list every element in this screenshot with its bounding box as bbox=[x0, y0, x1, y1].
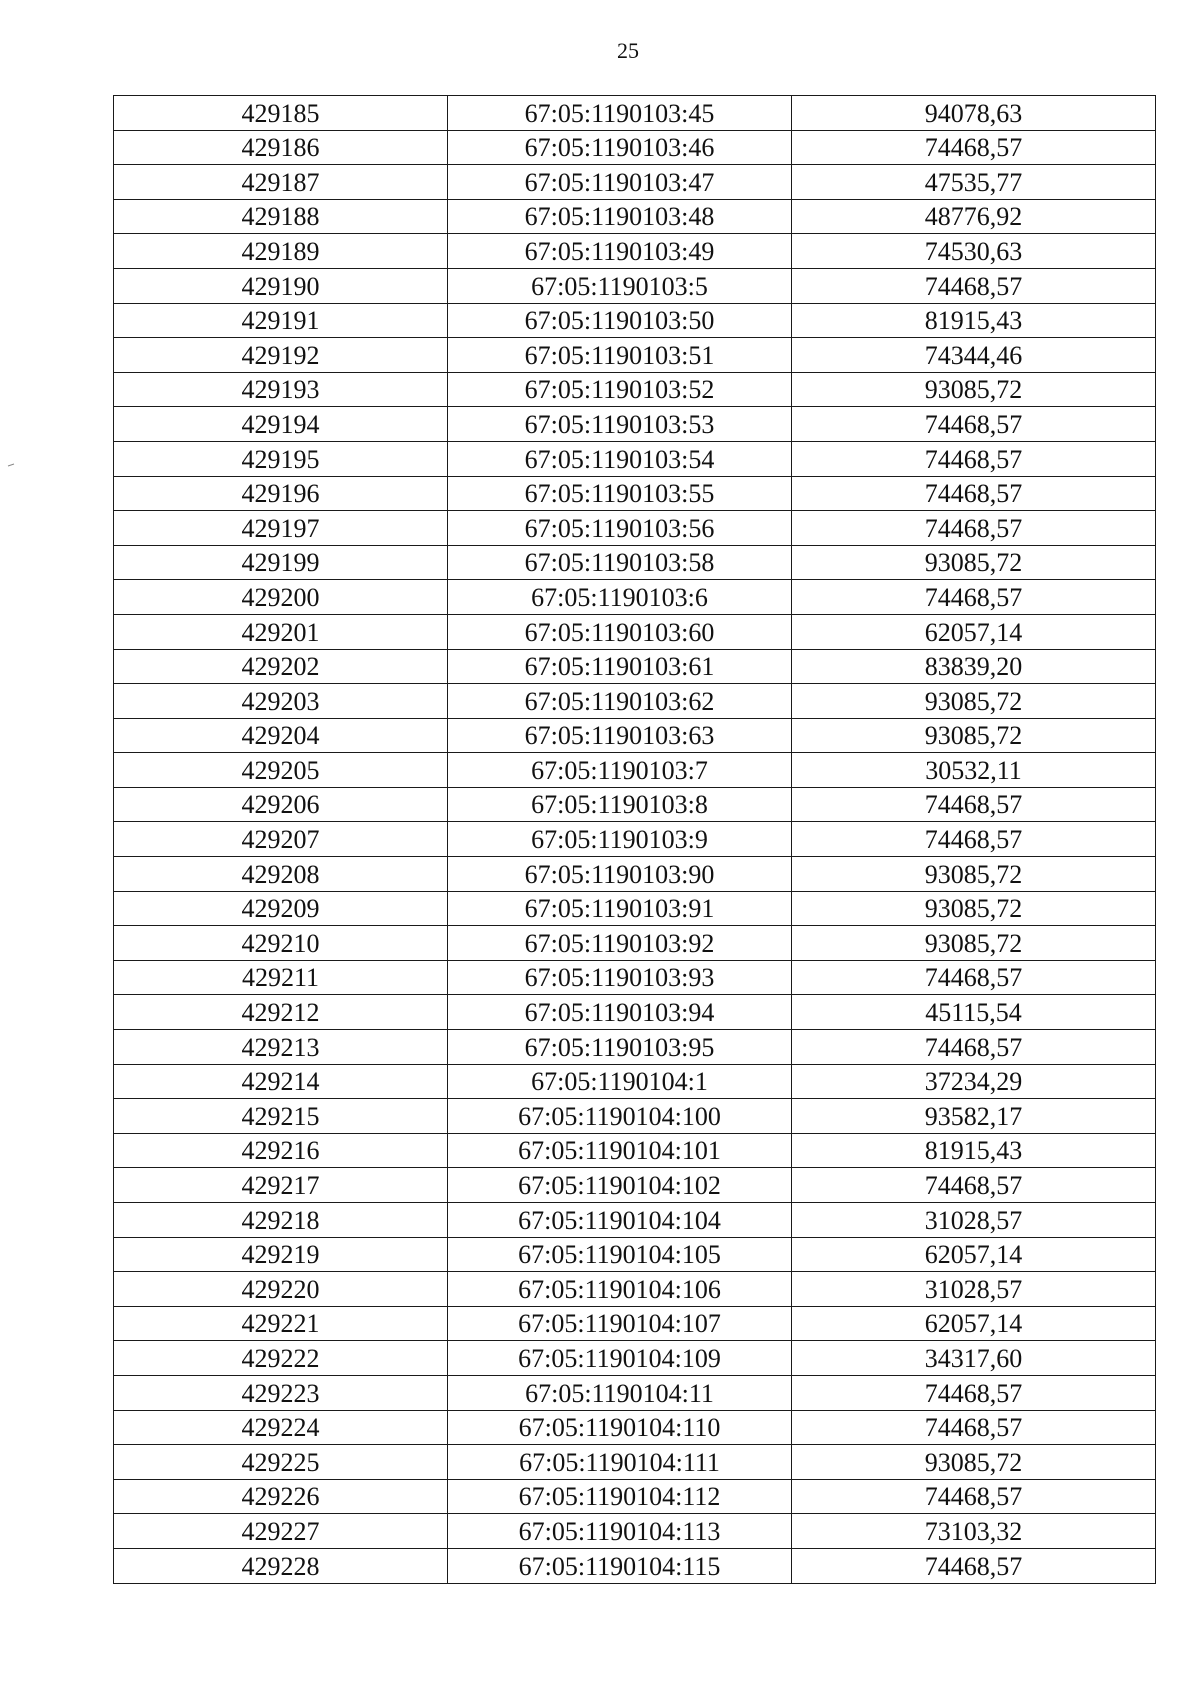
value-cell: 83839,20 bbox=[792, 649, 1156, 684]
value-cell: 74468,57 bbox=[792, 1375, 1156, 1410]
cadastral-number-cell: 67:05:1190104:107 bbox=[448, 1306, 792, 1341]
table-row bbox=[114, 684, 1156, 719]
cadastral-number-cell: 67:05:1190104:109 bbox=[448, 1341, 792, 1376]
registry-table bbox=[113, 95, 1156, 1584]
cadastral-number-cell: 67:05:1190103:45 bbox=[448, 96, 792, 131]
value-cell: 73103,32 bbox=[792, 1514, 1156, 1549]
table-row bbox=[114, 1548, 1156, 1583]
table-row bbox=[114, 1514, 1156, 1549]
table-row bbox=[114, 960, 1156, 995]
page-number: 25 bbox=[617, 38, 639, 63]
cadastral-number-cell: 67:05:1190104:110 bbox=[448, 1410, 792, 1445]
table-row bbox=[114, 580, 1156, 615]
cadastral-number-cell: 67:05:1190104:11 bbox=[448, 1375, 792, 1410]
record-number-cell: 429215 bbox=[114, 1099, 448, 1134]
value-cell: 31028,57 bbox=[792, 1203, 1156, 1238]
table-row bbox=[114, 926, 1156, 961]
cadastral-number-cell: 67:05:1190103:47 bbox=[448, 165, 792, 200]
value-cell: 93085,72 bbox=[792, 1445, 1156, 1480]
record-number-cell: 429203 bbox=[114, 684, 448, 719]
table-row bbox=[114, 1341, 1156, 1376]
record-number-cell: 429200 bbox=[114, 580, 448, 615]
table-row bbox=[114, 787, 1156, 822]
table-row bbox=[114, 1272, 1156, 1307]
cadastral-number-cell: 67:05:1190103:93 bbox=[448, 960, 792, 995]
record-number-cell: 429194 bbox=[114, 407, 448, 442]
table-row bbox=[114, 96, 1156, 131]
table-row bbox=[114, 268, 1156, 303]
value-cell: 74468,57 bbox=[792, 476, 1156, 511]
cadastral-number-cell: 67:05:1190103:53 bbox=[448, 407, 792, 442]
cadastral-number-cell: 67:05:1190104:111 bbox=[448, 1445, 792, 1480]
cadastral-number-cell: 67:05:1190103:92 bbox=[448, 926, 792, 961]
record-number-cell: 429216 bbox=[114, 1133, 448, 1168]
cadastral-number-cell: 67:05:1190104:106 bbox=[448, 1272, 792, 1307]
record-number-cell: 429192 bbox=[114, 338, 448, 373]
value-cell: 74468,57 bbox=[792, 130, 1156, 165]
value-cell: 93085,72 bbox=[792, 545, 1156, 580]
record-number-cell: 429199 bbox=[114, 545, 448, 580]
cadastral-number-cell: 67:05:1190104:1 bbox=[448, 1064, 792, 1099]
table-row bbox=[114, 199, 1156, 234]
table-row bbox=[114, 995, 1156, 1030]
table-row bbox=[114, 891, 1156, 926]
cadastral-number-cell: 67:05:1190103:90 bbox=[448, 857, 792, 892]
value-cell: 81915,43 bbox=[792, 303, 1156, 338]
record-number-cell: 429218 bbox=[114, 1203, 448, 1238]
value-cell: 93085,72 bbox=[792, 891, 1156, 926]
cadastral-number-cell: 67:05:1190103:94 bbox=[448, 995, 792, 1030]
table-row bbox=[114, 545, 1156, 580]
table-row bbox=[114, 614, 1156, 649]
cadastral-number-cell: 67:05:1190104:100 bbox=[448, 1099, 792, 1134]
cadastral-number-cell: 67:05:1190103:49 bbox=[448, 234, 792, 269]
table-row bbox=[114, 407, 1156, 442]
table-row bbox=[114, 1030, 1156, 1065]
record-number-cell: 429193 bbox=[114, 372, 448, 407]
cadastral-number-cell: 67:05:1190104:104 bbox=[448, 1203, 792, 1238]
table-body bbox=[114, 96, 1156, 1584]
cadastral-number-cell: 67:05:1190104:115 bbox=[448, 1548, 792, 1583]
record-number-cell: 429202 bbox=[114, 649, 448, 684]
record-number-cell: 429217 bbox=[114, 1168, 448, 1203]
table-row bbox=[114, 511, 1156, 546]
cadastral-number-cell: 67:05:1190104:102 bbox=[448, 1168, 792, 1203]
cadastral-number-cell: 67:05:1190103:63 bbox=[448, 718, 792, 753]
value-cell: 74468,57 bbox=[792, 511, 1156, 546]
table-row bbox=[114, 1203, 1156, 1238]
cadastral-number-cell: 67:05:1190104:113 bbox=[448, 1514, 792, 1549]
value-cell: 74530,63 bbox=[792, 234, 1156, 269]
value-cell: 74468,57 bbox=[792, 580, 1156, 615]
record-number-cell: 429197 bbox=[114, 511, 448, 546]
record-number-cell: 429206 bbox=[114, 787, 448, 822]
table-row bbox=[114, 1445, 1156, 1480]
value-cell: 94078,63 bbox=[792, 96, 1156, 131]
cadastral-number-cell: 67:05:1190103:54 bbox=[448, 441, 792, 476]
cadastral-number-cell: 67:05:1190103:46 bbox=[448, 130, 792, 165]
value-cell: 74468,57 bbox=[792, 1168, 1156, 1203]
record-number-cell: 429205 bbox=[114, 753, 448, 788]
cadastral-number-cell: 67:05:1190103:6 bbox=[448, 580, 792, 615]
record-number-cell: 429209 bbox=[114, 891, 448, 926]
table-row bbox=[114, 753, 1156, 788]
record-number-cell: 429212 bbox=[114, 995, 448, 1030]
record-number-cell: 429191 bbox=[114, 303, 448, 338]
record-number-cell: 429228 bbox=[114, 1548, 448, 1583]
table-row bbox=[114, 1099, 1156, 1134]
cadastral-number-cell: 67:05:1190103:95 bbox=[448, 1030, 792, 1065]
value-cell: 48776,92 bbox=[792, 199, 1156, 234]
cadastral-number-cell: 67:05:1190103:62 bbox=[448, 684, 792, 719]
value-cell: 74468,57 bbox=[792, 407, 1156, 442]
cadastral-number-cell: 67:05:1190103:60 bbox=[448, 614, 792, 649]
table-row bbox=[114, 718, 1156, 753]
cadastral-number-cell: 67:05:1190103:48 bbox=[448, 199, 792, 234]
record-number-cell: 429208 bbox=[114, 857, 448, 892]
record-number-cell: 429225 bbox=[114, 1445, 448, 1480]
table-row bbox=[114, 130, 1156, 165]
value-cell: 74468,57 bbox=[792, 1548, 1156, 1583]
value-cell: 93085,72 bbox=[792, 684, 1156, 719]
table-row bbox=[114, 476, 1156, 511]
value-cell: 47535,77 bbox=[792, 165, 1156, 200]
record-number-cell: 429224 bbox=[114, 1410, 448, 1445]
value-cell: 37234,29 bbox=[792, 1064, 1156, 1099]
value-cell: 31028,57 bbox=[792, 1272, 1156, 1307]
record-number-cell: 429204 bbox=[114, 718, 448, 753]
cadastral-number-cell: 67:05:1190103:61 bbox=[448, 649, 792, 684]
value-cell: 62057,14 bbox=[792, 1237, 1156, 1272]
value-cell: 74468,57 bbox=[792, 960, 1156, 995]
record-number-cell: 429223 bbox=[114, 1375, 448, 1410]
cadastral-number-cell: 67:05:1190103:55 bbox=[448, 476, 792, 511]
record-number-cell: 429189 bbox=[114, 234, 448, 269]
value-cell: 74468,57 bbox=[792, 441, 1156, 476]
value-cell: 93085,72 bbox=[792, 718, 1156, 753]
cadastral-number-cell: 67:05:1190103:56 bbox=[448, 511, 792, 546]
table-row bbox=[114, 372, 1156, 407]
record-number-cell: 429210 bbox=[114, 926, 448, 961]
record-number-cell: 429188 bbox=[114, 199, 448, 234]
table-row bbox=[114, 1064, 1156, 1099]
value-cell: 74468,57 bbox=[792, 1030, 1156, 1065]
cadastral-number-cell: 67:05:1190103:50 bbox=[448, 303, 792, 338]
cadastral-number-cell: 67:05:1190104:101 bbox=[448, 1133, 792, 1168]
record-number-cell: 429227 bbox=[114, 1514, 448, 1549]
record-number-cell: 429213 bbox=[114, 1030, 448, 1065]
record-number-cell: 429185 bbox=[114, 96, 448, 131]
cadastral-number-cell: 67:05:1190103:9 bbox=[448, 822, 792, 857]
record-number-cell: 429187 bbox=[114, 165, 448, 200]
table-row bbox=[114, 441, 1156, 476]
value-cell: 74468,57 bbox=[792, 1410, 1156, 1445]
value-cell: 62057,14 bbox=[792, 614, 1156, 649]
table-row bbox=[114, 822, 1156, 857]
cadastral-number-cell: 67:05:1190104:105 bbox=[448, 1237, 792, 1272]
table-row bbox=[114, 1306, 1156, 1341]
record-number-cell: 429220 bbox=[114, 1272, 448, 1307]
table-row bbox=[114, 338, 1156, 373]
table-row bbox=[114, 1133, 1156, 1168]
value-cell: 93085,72 bbox=[792, 926, 1156, 961]
value-cell: 74468,57 bbox=[792, 1479, 1156, 1514]
cadastral-number-cell: 67:05:1190103:5 bbox=[448, 268, 792, 303]
value-cell: 34317,60 bbox=[792, 1341, 1156, 1376]
table-row bbox=[114, 1410, 1156, 1445]
record-number-cell: 429190 bbox=[114, 268, 448, 303]
table-row bbox=[114, 857, 1156, 892]
scan-mark bbox=[8, 464, 14, 466]
record-number-cell: 429195 bbox=[114, 441, 448, 476]
table-row bbox=[114, 234, 1156, 269]
value-cell: 93582,17 bbox=[792, 1099, 1156, 1134]
cadastral-number-cell: 67:05:1190103:51 bbox=[448, 338, 792, 373]
record-number-cell: 429222 bbox=[114, 1341, 448, 1376]
record-number-cell: 429211 bbox=[114, 960, 448, 995]
table-row bbox=[114, 1237, 1156, 1272]
value-cell: 62057,14 bbox=[792, 1306, 1156, 1341]
value-cell: 74344,46 bbox=[792, 338, 1156, 373]
record-number-cell: 429219 bbox=[114, 1237, 448, 1272]
record-number-cell: 429196 bbox=[114, 476, 448, 511]
table-row bbox=[114, 1479, 1156, 1514]
cadastral-number-cell: 67:05:1190103:8 bbox=[448, 787, 792, 822]
cadastral-number-cell: 67:05:1190103:91 bbox=[448, 891, 792, 926]
table-row bbox=[114, 649, 1156, 684]
value-cell: 74468,57 bbox=[792, 787, 1156, 822]
record-number-cell: 429186 bbox=[114, 130, 448, 165]
record-number-cell: 429201 bbox=[114, 614, 448, 649]
record-number-cell: 429214 bbox=[114, 1064, 448, 1099]
table-row bbox=[114, 1168, 1156, 1203]
value-cell: 74468,57 bbox=[792, 822, 1156, 857]
value-cell: 30532,11 bbox=[792, 753, 1156, 788]
value-cell: 93085,72 bbox=[792, 857, 1156, 892]
value-cell: 93085,72 bbox=[792, 372, 1156, 407]
table-row bbox=[114, 303, 1156, 338]
value-cell: 74468,57 bbox=[792, 268, 1156, 303]
record-number-cell: 429226 bbox=[114, 1479, 448, 1514]
value-cell: 45115,54 bbox=[792, 995, 1156, 1030]
record-number-cell: 429207 bbox=[114, 822, 448, 857]
table-row bbox=[114, 165, 1156, 200]
cadastral-number-cell: 67:05:1190104:112 bbox=[448, 1479, 792, 1514]
cadastral-number-cell: 67:05:1190103:7 bbox=[448, 753, 792, 788]
value-cell: 81915,43 bbox=[792, 1133, 1156, 1168]
table-row bbox=[114, 1375, 1156, 1410]
cadastral-number-cell: 67:05:1190103:58 bbox=[448, 545, 792, 580]
cadastral-number-cell: 67:05:1190103:52 bbox=[448, 372, 792, 407]
record-number-cell: 429221 bbox=[114, 1306, 448, 1341]
